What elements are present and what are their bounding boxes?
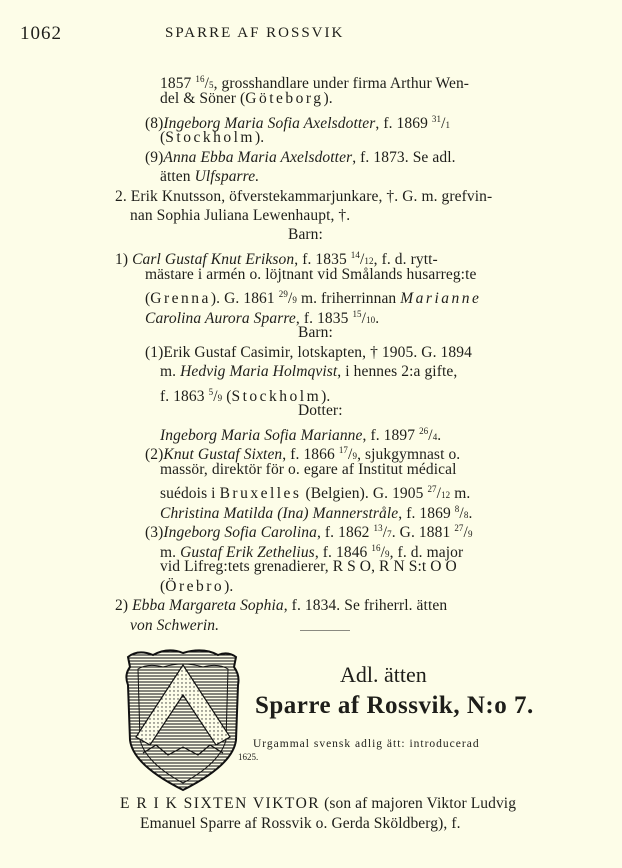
body-text-line: m. Hedvig Maria Holmqvist, i hennes 2:a gifte, xyxy=(160,363,458,380)
family-heading-prefix: Adl. ätten xyxy=(340,662,427,687)
page-number: 1062 xyxy=(20,23,62,44)
body-text-line: Dotter: xyxy=(298,402,343,419)
body-text-line: (9)Anna Ebba Maria Axelsdotter, f. 1873. Se adl. xyxy=(145,149,456,166)
body-text-line: Barn: xyxy=(288,226,323,243)
coat-of-arms-icon xyxy=(108,645,258,795)
body-text-line: vid Lifreg:tets grenadierer, R S O, R N S:t O O xyxy=(160,558,457,575)
body-text-line: von Schwerin. xyxy=(130,617,220,634)
family-note-year: 1625. xyxy=(238,752,259,762)
body-text-line: (3)Ingeborg Sofia Carolina, f. 1862 $^{13}$/7. G. 1881 $^{27}$/9 xyxy=(145,523,473,541)
body-text-line: (2)Knut Gustaf Sixten, f. 1866 $^{17}$/9, sjukgymnast o. xyxy=(145,445,461,463)
body-text-line: Ingeborg Maria Sofia Marianne, f. 1897 $^{26}$/4. xyxy=(160,426,442,444)
body-text-line: 2) Ebba Margareta Sophia, f. 1834. Se friherrl. ätten xyxy=(115,597,448,614)
body-text-line: (1)Erik Gustaf Casimir, lotskapten, † 1905. G. 1894 xyxy=(145,344,472,361)
body-text-line: (Grenna). G. 1861 $^{29}$/9 m. friherrinnan Marianne xyxy=(145,289,482,307)
family-note: Urgammal svensk adlig ätt: introducerad xyxy=(253,738,480,750)
body-text-line: 1857 $^{16}$/5, grosshandlare under firma Arthur Wen- xyxy=(160,74,470,92)
body-text-line: suédois i Bruxelles (Belgien). G. 1905 $^{27}$/12 m. xyxy=(160,484,471,502)
body-text-line: del & Söner (Göteborg). xyxy=(160,90,333,107)
body-text-line: massör, direktör för o. egare af Institut médical xyxy=(160,461,457,478)
body-text-line: nan Sophia Juliana Lewenhaupt, †. xyxy=(130,207,351,224)
body-text-line: Barn: xyxy=(298,324,333,341)
body-text-line: ätten Ulfsparre. xyxy=(160,168,260,185)
footer-text-line: E R I K SIXTEN VIKTOR (son af majoren Viktor Ludvig xyxy=(120,795,517,812)
body-text-line: m. Gustaf Erik Zethelius, f. 1846 $^{16}$/9, f. d. major xyxy=(160,543,464,561)
body-text-line: mästare i armén o. löjtnant vid Smålands husarreg:te xyxy=(145,266,477,283)
body-text-line: 1) Carl Gustaf Knut Erikson, f. 1835 $^{14}$/12, f. d. rytt- xyxy=(115,250,438,268)
body-text-line: (8)Ingeborg Maria Sofia Axelsdotter, f. 1869 $^{31}$/1 xyxy=(145,114,451,132)
family-heading-title: Sparre af Rossvik, N:o 7. xyxy=(255,692,534,719)
running-title: SPARRE AF ROSSVIK xyxy=(165,25,345,41)
section-divider xyxy=(300,630,350,631)
body-text-line: f. 1863 $^5$/9 (Stockholm). xyxy=(160,387,331,405)
body-text-line: (Stockholm). xyxy=(160,129,265,146)
footer-text-line: Emanuel Sparre af Rossvik o. Gerda Sköldberg), f. xyxy=(140,815,461,832)
body-text-line: Carolina Aurora Sparre, f. 1835 $^{15}$/10. xyxy=(145,309,380,327)
body-text-line: Christina Matilda (Ina) Mannerstråle, f. 1869 $^8$/8. xyxy=(160,504,473,522)
body-text-line: 2. Erik Knutsson, öfverstekammarjunkare, †. G. m. grefvin- xyxy=(115,188,493,205)
body-text-line: (Örebro). xyxy=(160,578,234,595)
